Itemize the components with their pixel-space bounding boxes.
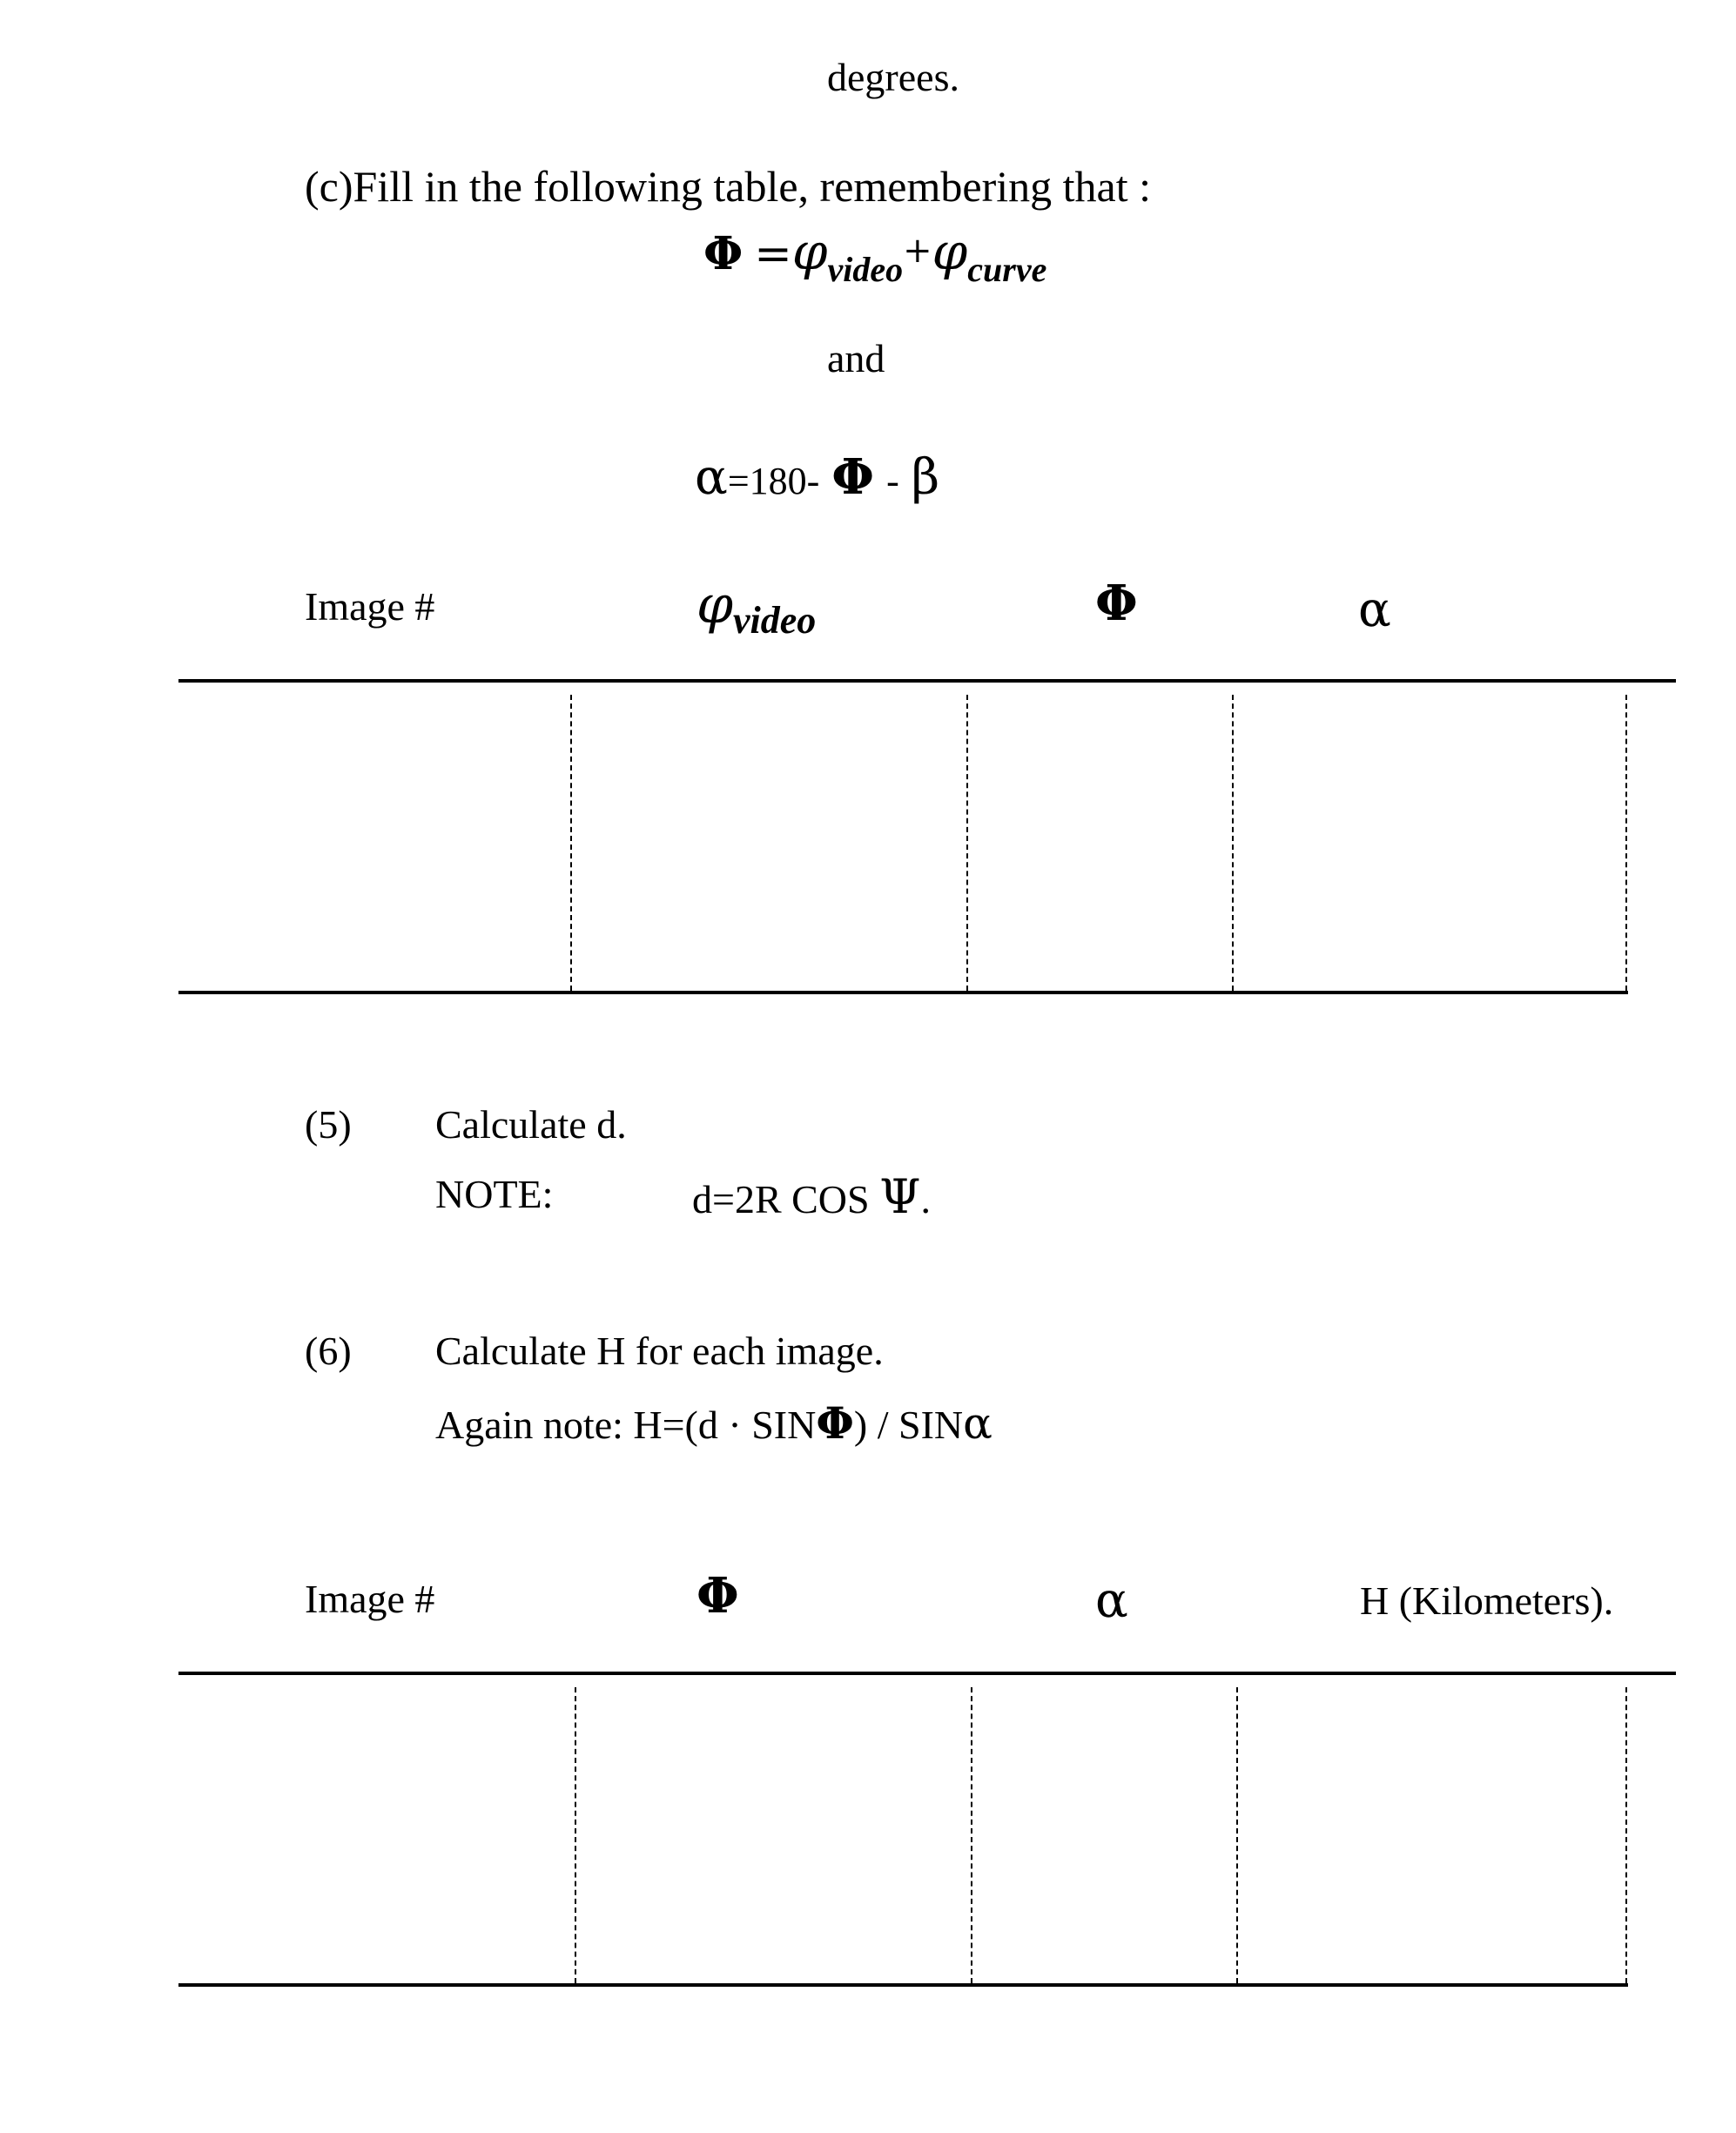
- table2-divider-2: [971, 1687, 972, 1983]
- table1-divider-2: [966, 695, 968, 991]
- table1-header-image: Image #: [305, 584, 435, 629]
- table1-divider-1: [570, 695, 572, 991]
- table1-header-phi: φ: [696, 575, 734, 636]
- formula-phi-sum: [703, 222, 1047, 289]
- step6-text: Calculate H for each image.: [435, 1329, 884, 1373]
- formula-equals: =: [754, 228, 792, 280]
- table1-header-alpha: α: [1358, 582, 1391, 638]
- table1-bottom-rule: [178, 991, 1628, 994]
- table2-divider-3: [1236, 1687, 1238, 1983]
- formula-plus: +: [903, 231, 932, 271]
- step5-formula-text: d=2R COS: [692, 1177, 870, 1221]
- table2-divider-4: [1625, 1687, 1627, 1983]
- and-text: and: [827, 336, 885, 380]
- formula-alpha-dash: -: [886, 460, 899, 502]
- degrees-text: degrees.: [827, 55, 959, 99]
- table1-header-video: video: [733, 599, 817, 642]
- table1-top-rule: [178, 679, 1676, 683]
- formula-phi-lower-1: φ: [791, 222, 828, 281]
- table2-bottom-rule: [178, 1983, 1628, 1987]
- instruction-text: (c)Fill in the following table, remembering that :: [305, 162, 1151, 211]
- step5-psi: Ψ: [879, 1169, 921, 1224]
- step6-note-Phi: Φ: [816, 1397, 854, 1449]
- step6-note-alpha: α: [963, 1398, 992, 1449]
- formula-sub-video: video: [827, 250, 904, 289]
- step5-text: Calculate d.: [435, 1102, 627, 1147]
- step5-note-label: NOTE:: [435, 1172, 554, 1216]
- formula-sub-curve: curve: [967, 250, 1047, 289]
- step6-note-prefix: Again note: H=(d · SIN: [435, 1403, 817, 1447]
- table1-header-phi-video: [696, 575, 817, 642]
- table2-header-alpha: α: [1095, 1572, 1128, 1629]
- table2-header-Phi: Φ: [696, 1567, 739, 1625]
- step5-number: (5): [305, 1102, 352, 1147]
- formula-alpha-beta: β: [911, 449, 940, 506]
- table2-divider-1: [575, 1687, 576, 1983]
- formula-alpha-rest: =180-: [727, 460, 820, 502]
- step6-note-mid: ) / SIN: [853, 1403, 964, 1447]
- step6-note: [435, 1397, 992, 1449]
- step5-dot: .: [920, 1177, 931, 1221]
- table2-header-image: Image #: [305, 1577, 435, 1621]
- table1-header-Phi: Φ: [1095, 575, 1138, 632]
- formula-alpha-Phi: Φ: [831, 448, 875, 506]
- formula-phi-upper: Φ: [703, 227, 744, 280]
- formula-alpha: [695, 448, 939, 506]
- step5-formula: [692, 1169, 931, 1224]
- step6-number: (6): [305, 1329, 352, 1373]
- table1-divider-3: [1232, 695, 1234, 991]
- formula-alpha-symbol: α: [695, 449, 728, 506]
- table1-divider-4: [1625, 695, 1627, 991]
- table2-top-rule: [178, 1672, 1676, 1675]
- formula-phi-lower-2: φ: [932, 222, 968, 281]
- table2-header-H: H (Kilometers).: [1360, 1578, 1614, 1623]
